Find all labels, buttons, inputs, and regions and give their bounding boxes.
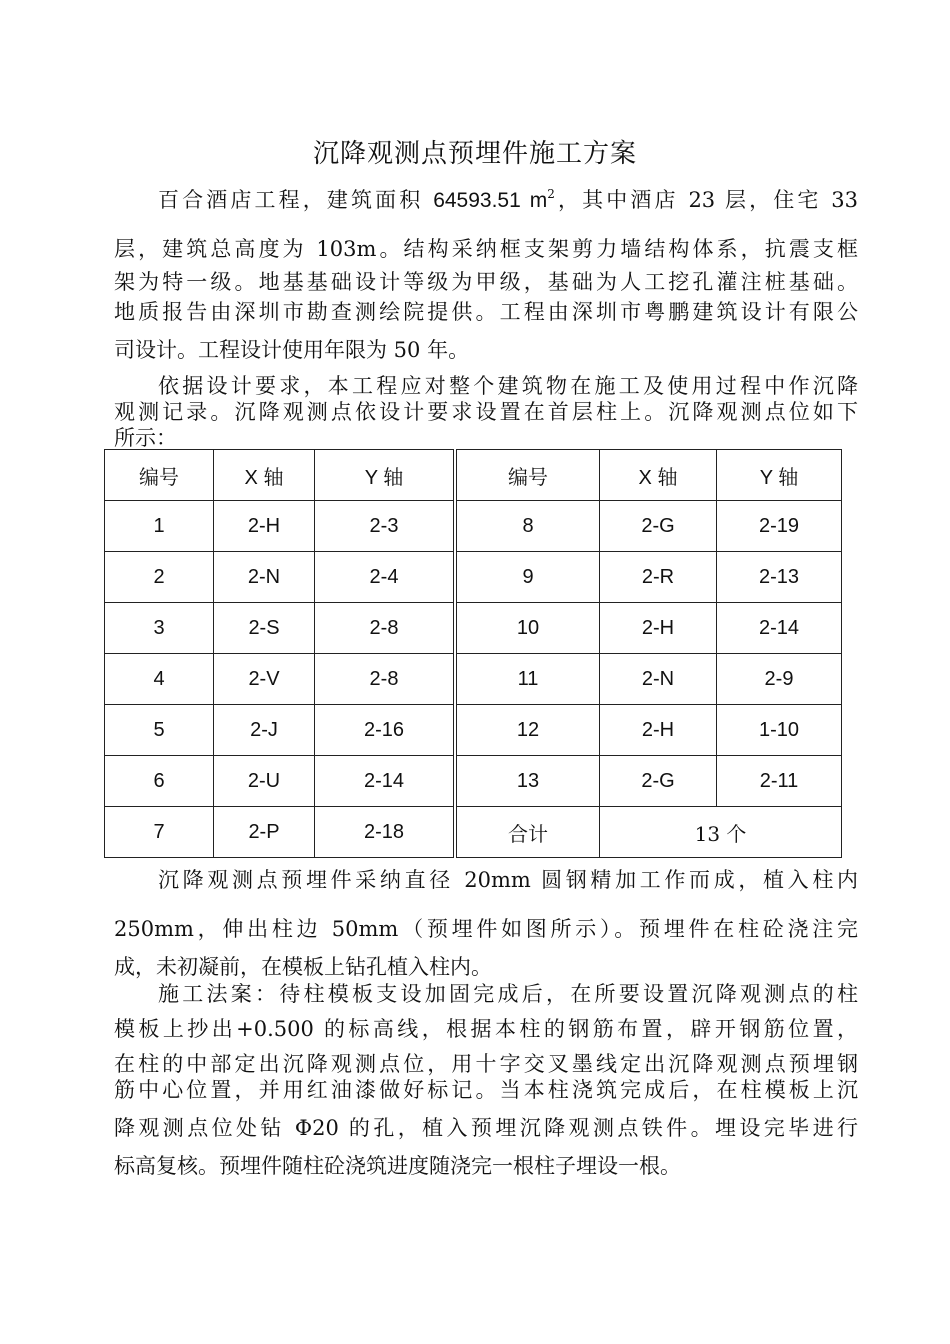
cell-number: 8 (457, 501, 600, 552)
cell-x-axis: 2-N (214, 552, 315, 603)
cell-y-axis: 2-14 (717, 603, 842, 654)
cell-y-axis: 2-3 (315, 501, 454, 552)
cell-x-axis: 2-H (214, 501, 315, 552)
table-row (105, 705, 454, 756)
table-row (457, 501, 842, 552)
cell-y-axis: 2-19 (717, 501, 842, 552)
cell-y-axis: 2-13 (717, 552, 842, 603)
cell-y-axis: 2-4 (315, 552, 454, 603)
cell-x-axis: 2-R (600, 552, 717, 603)
table-row (105, 501, 454, 552)
para3-line3: 成，未初凝前，在模板上钻孔植入柱内。 (114, 955, 492, 979)
cell-x-axis: 2-H (600, 705, 717, 756)
table-row (457, 552, 842, 603)
building-area: 64593.51 m (433, 189, 548, 212)
cell-y-axis: 2-9 (717, 654, 842, 705)
cell-x-axis: 2-H (600, 603, 717, 654)
cell-x-axis: 2-U (214, 756, 315, 807)
cell-y-axis: 2-11 (717, 756, 842, 807)
cell-y-axis: 2-18 (315, 807, 454, 858)
cell-number: 3 (105, 603, 214, 654)
table-row (105, 552, 454, 603)
cell-y-axis: 2-14 (315, 756, 454, 807)
para1-line3: 架为特一级。地基基础设计等级为甲级，基础为人工挖孔灌注桩基础。 (114, 270, 858, 294)
para2-line3: 所示： (114, 426, 177, 450)
para1-line5: 司设计。工程设计使用年限为 50 年。 (114, 338, 470, 362)
cell-number: 7 (105, 807, 214, 858)
para1-line1 (158, 185, 858, 216)
cell-x-axis: 2-V (214, 654, 315, 705)
para4-line5: 降观测点位处钻 Φ20 的孔，植入预埋沉降观测点铁件。埋设完毕进行 (114, 1116, 858, 1140)
table-header-row (105, 450, 454, 501)
cell-x-axis: 2-S (214, 603, 315, 654)
para4-line3: 在柱的中部定出沉降观测点位，用十字交叉墨线定出沉降观测点预埋钢 (114, 1052, 858, 1076)
total-value: 13 个 (600, 807, 842, 858)
table-header-row (457, 450, 842, 501)
header-number: 编号 (457, 450, 600, 501)
cell-x-axis: 2-P (214, 807, 315, 858)
cell-x-axis: 2-G (600, 501, 717, 552)
observation-points-table-right (456, 449, 842, 858)
table-row (105, 756, 454, 807)
cell-y-axis: 2-16 (315, 705, 454, 756)
document-title: 沉降观测点预埋件施工方案 (312, 139, 637, 169)
cell-x-axis: 2-J (214, 705, 315, 756)
total-label: 合计 (457, 807, 600, 858)
table-row (457, 705, 842, 756)
cell-number: 5 (105, 705, 214, 756)
cell-y-axis: 2-8 (315, 603, 454, 654)
cell-number: 13 (457, 756, 600, 807)
table-row (457, 654, 842, 705)
cell-y-axis: 1-10 (717, 705, 842, 756)
observation-points-table-left (104, 449, 454, 858)
para1-line4: 地质报告由深圳市勘查测绘院提供。工程由深圳市粤鹏建筑设计有限公 (114, 300, 858, 324)
header-y-axis: Y 轴 (717, 450, 842, 501)
para1-line2: 层，建筑总高度为 103m。结构采纳框支架剪力墙结构体系，抗震支框 (114, 237, 858, 261)
cell-x-axis: 2-G (600, 756, 717, 807)
para2-line2: 观测记录。沉降观测点依设计要求设置在首层柱上。沉降观测点位如下 (114, 400, 858, 424)
table-total-row (457, 807, 842, 858)
para3-line2: 250mm，伸出柱边 50mm（预埋件如图所示）。预埋件在柱砼浇注完 (114, 917, 858, 941)
header-x-axis: X 轴 (214, 450, 315, 501)
para3-line1: 沉降观测点预埋件采纳直径 20mm 圆钢精加工作而成，植入柱内 (158, 868, 858, 892)
cell-number: 4 (105, 654, 214, 705)
cell-number: 10 (457, 603, 600, 654)
para4-line6: 标高复核。预埋件随柱砼浇筑进度随浇完一根柱子埋设一根。 (114, 1154, 681, 1178)
cell-number: 6 (105, 756, 214, 807)
header-number: 编号 (105, 450, 214, 501)
table-row (105, 603, 454, 654)
table-row (105, 654, 454, 705)
para1-line1-text-b: ，其中酒店 23 层，住宅 33 (554, 188, 858, 212)
header-y-axis: Y 轴 (315, 450, 454, 501)
cell-number: 9 (457, 552, 600, 603)
table-row (457, 756, 842, 807)
table-row (457, 603, 842, 654)
cell-number: 1 (105, 501, 214, 552)
cell-number: 12 (457, 705, 600, 756)
header-x-axis: X 轴 (600, 450, 717, 501)
para2-line1: 依据设计要求，本工程应对整个建筑物在施工及使用过程中作沉降 (158, 374, 858, 398)
para1-line1-text-a: 百合酒店工程，建筑面积 (158, 188, 434, 212)
cell-number: 11 (457, 654, 600, 705)
para4-line4: 筋中心位置，并用红油漆做好标记。当本柱浇筑完成后，在柱模板上沉 (114, 1078, 858, 1102)
cell-number: 2 (105, 552, 214, 603)
area-unit-superscript: 2 (547, 187, 555, 201)
para4-line1: 施工法案：待柱模板支设加固完成后，在所要设置沉降观测点的柱 (158, 982, 858, 1006)
cell-y-axis: 2-8 (315, 654, 454, 705)
cell-x-axis: 2-N (600, 654, 717, 705)
table-row (105, 807, 454, 858)
para4-line2: 模板上抄出+0.500 的标高线，根据本柱的钢筋布置，辟开钢筋位置， (114, 1017, 858, 1041)
